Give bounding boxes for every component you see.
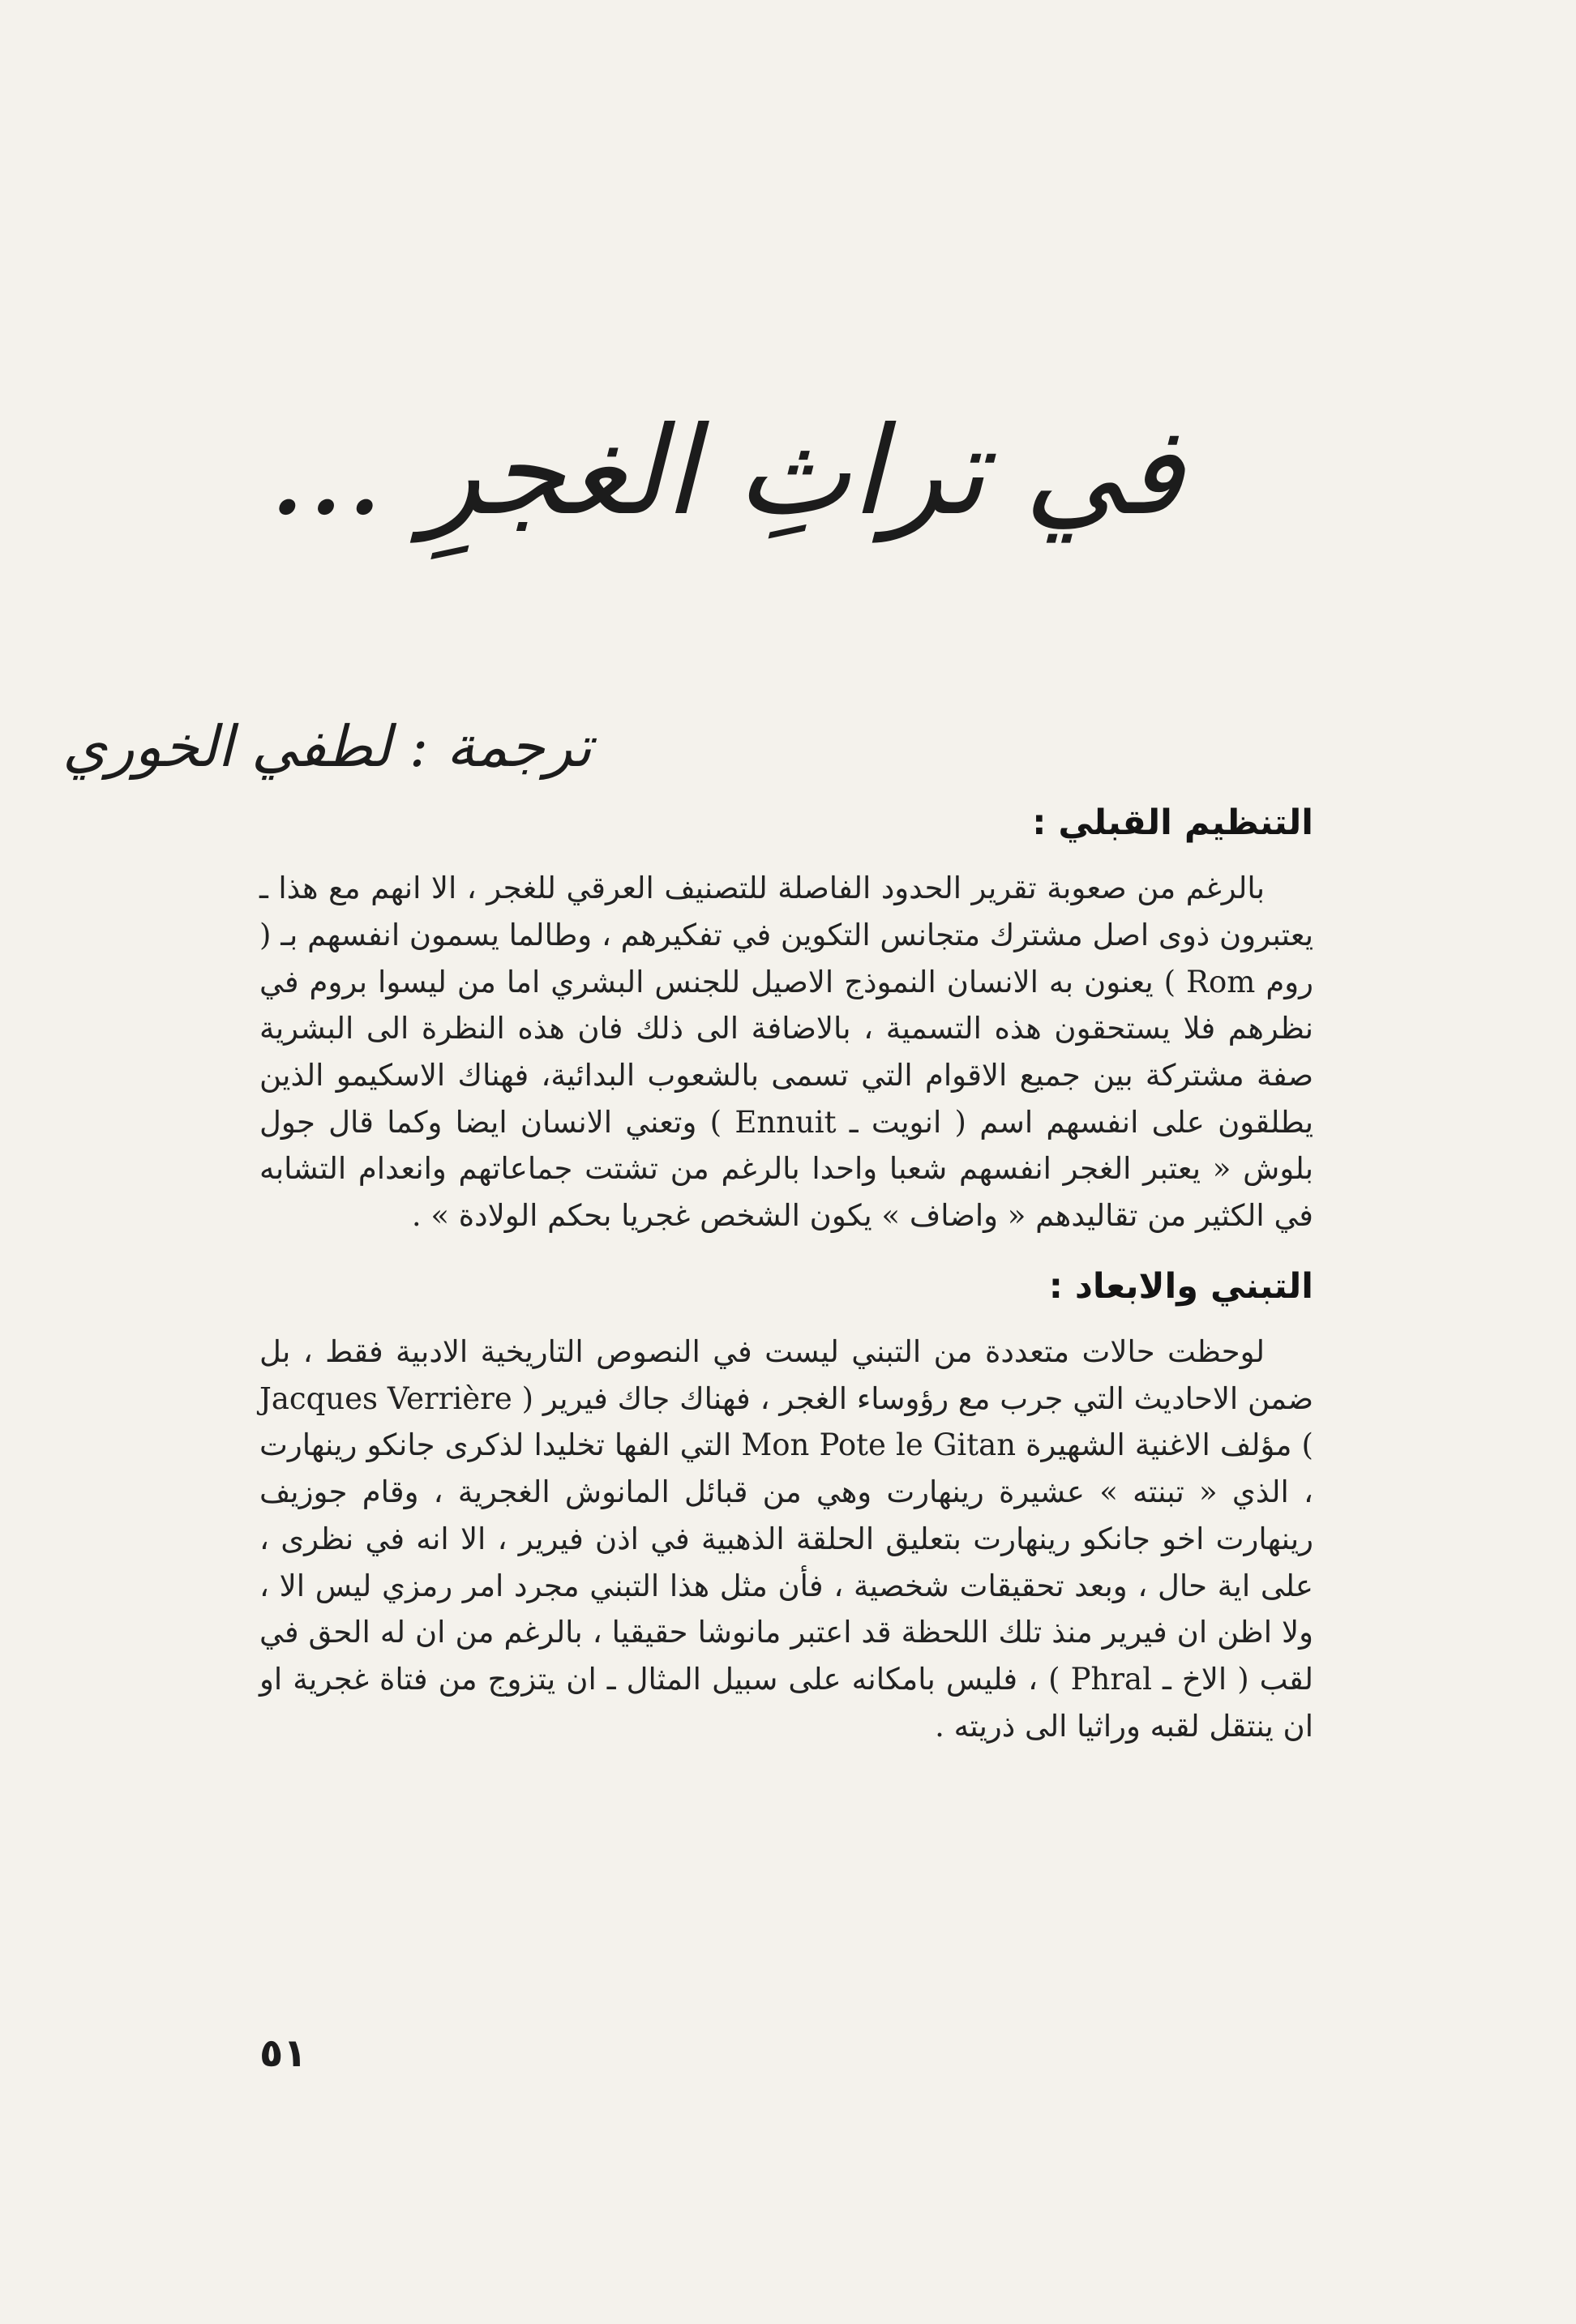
section-paragraph-tribal-organization [259,865,1313,1239]
section-heading-tribal-organization: التنظيم القبلي : [1032,802,1313,843]
translator-byline: ترجمة : لطفي الخوري [62,713,592,780]
article-title: في تراثِ الغجرِ ... [268,401,1184,542]
section-heading-adoption-exile: التبني والابعاد : [1048,1265,1313,1307]
paragraph-text: بالرغم من صعوبة تقرير الحدود الفاصلة للتصنيف العرقي للغجر ، الا انهم مع هذا ـ يعتبرون ذوى اصل مشترك متجانس التكوين في تفكيرهم ، وطالما يسمون انفسهم بـ ( روم Rom ) يعنون به الانسان النموذج الاصيل للجنس البشري اما من ليسوا بروم في نظرهم فلا يستحقون هذه التسمية ، بالاضافة الى ذلك فان هذه النظرة الى البشرية صفة مشتركة بين جميع الاقوام التي تسمى بالشعوب البدائية، فهناك الاسكيمو الذين يطلقون على انفسهم اسم ( انويت ـ Ennuit ) وتعني الانسان ايضا وكما قال جول بلوش « يعتبر الغجر انفسهم شعبا واحدا بالرغم من تشتت جماعاتهم وانعدام التشابه في الكثير من تقاليدهم « واضاف » يكون الشخص غجريا بحكم الولادة » . [259,871,1314,1234]
section-paragraph-adoption-exile [259,1329,1313,1749]
paragraph-text: لوحظت حالات متعددة من التبني ليست في النصوص التاريخية الادبية فقط ، بل ضمن الاحاديث التي جرب مع رؤوساء الغجر ، فهناك جاك فيرير ( Jacques Verrière ) مؤلف الاغنية الشهيرة Mon Pote le Gitan التي الفها تخليدا لذكرى جانكو رينهارت ، الذي « تبنته » عشيرة رينهارت وهي من قبائل المانوش الغجرية ، وقام جوزيف رينهارت اخو جانكو رينهارت بتعليق الحلقة الذهبية في اذن فيرير ، الا انه في نظرى ، على اية حال ، وبعد تحقيقات شخصية ، فأن مثل هذا التبني مجرد امر رمزي ليس الا ، ولا اظن ان فيرير منذ تلك اللحظة قد اعتبر مانوشا حقيقيا ، بالرغم من ان له الحق في لقب ( الاخ ـ Phral ) ، فليس بامكانه على سبيل المثال ـ ان يتزوج من فتاة غجرية او ان ينتقل لقبه وراثيا الى ذريته . [259,1334,1313,1744]
page-number: ٥١ [259,2031,307,2076]
article-body [259,798,1313,1749]
